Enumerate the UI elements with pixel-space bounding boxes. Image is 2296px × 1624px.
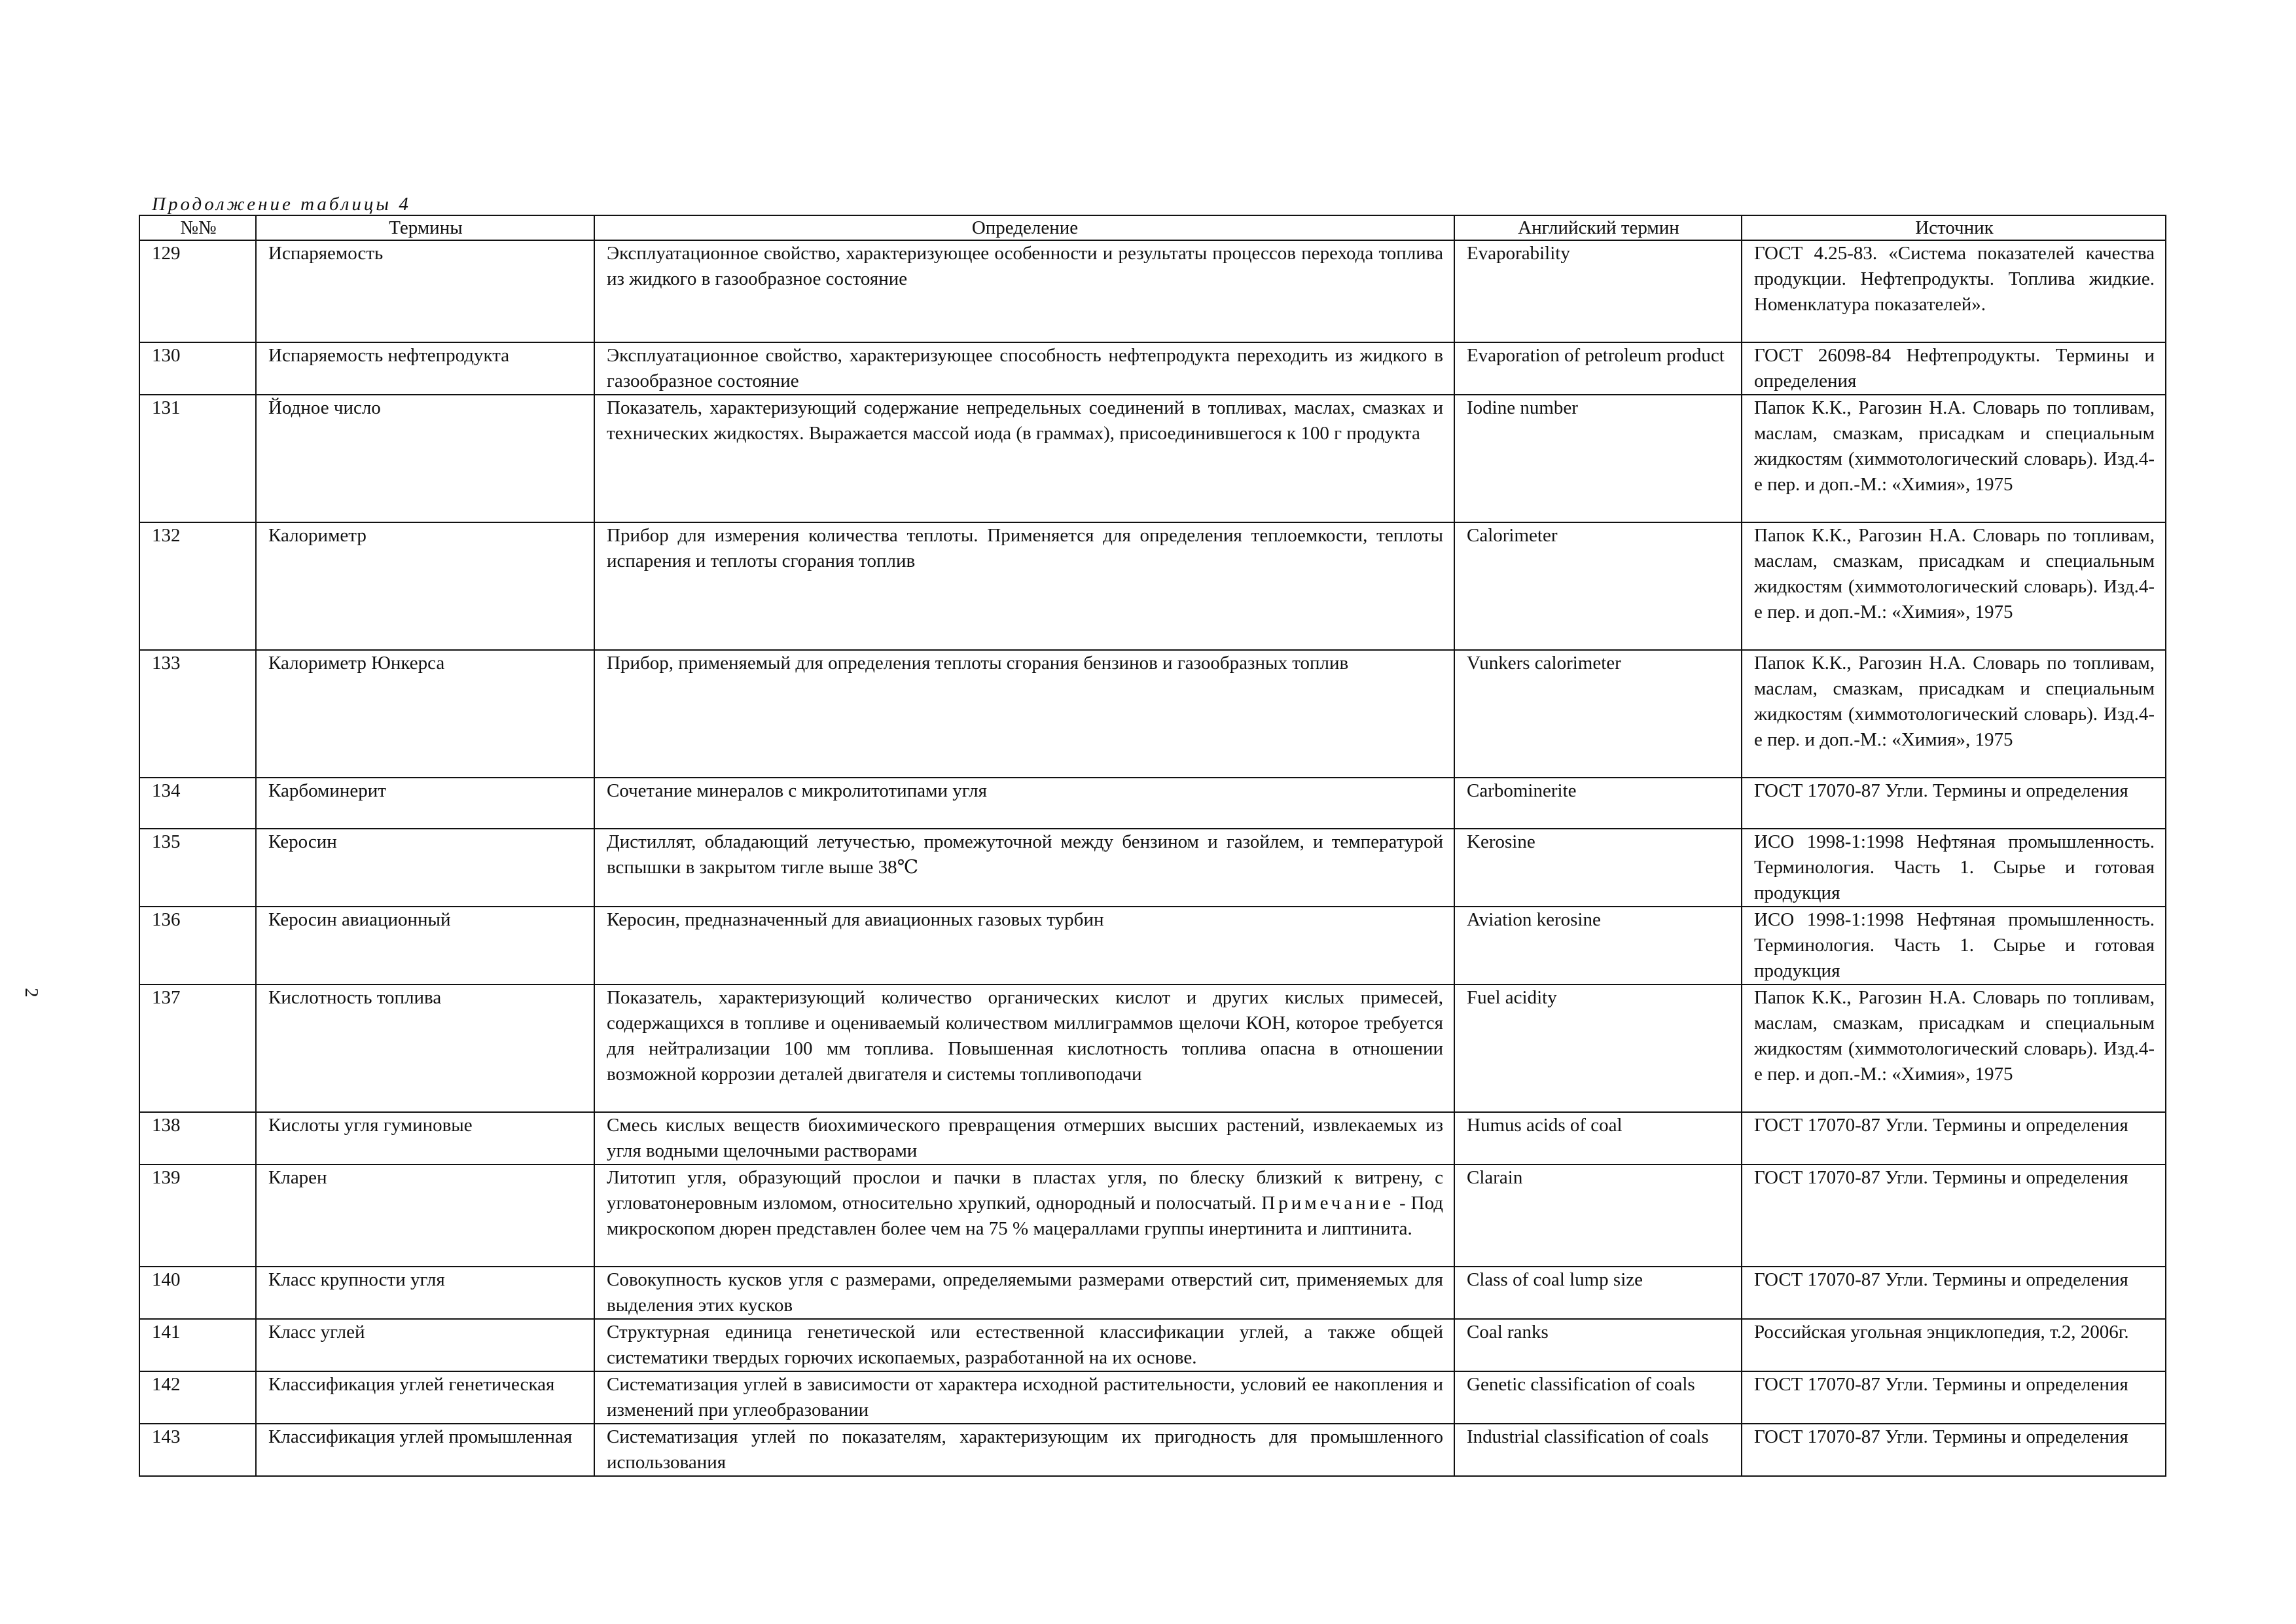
row-english-term: Aviation kerosine xyxy=(1454,907,1742,984)
terms-table xyxy=(139,215,2166,1477)
row-number: 133 xyxy=(139,650,256,778)
row-english-term: Calorimeter xyxy=(1454,522,1742,650)
table-row xyxy=(139,829,2166,907)
row-source: ИСО 1998-1:1998 Нефтяная промышленность. Терминология. Часть 1. Сырье и готовая продукция xyxy=(1742,907,2166,984)
row-term: Кислотность топлива xyxy=(256,984,594,1112)
row-definition: Эксплуатационное свойство, характеризующее особенности и результаты процессов перехода топлива из жидкого в газообразное состояние xyxy=(594,240,1454,342)
row-term: Классификация углей промышленная xyxy=(256,1424,594,1476)
table-row xyxy=(139,1424,2166,1476)
table-row xyxy=(139,395,2166,522)
row-term: Керосин xyxy=(256,829,594,907)
row-number: 135 xyxy=(139,829,256,907)
row-source: ГОСТ 17070-87 Угли. Термины и определения xyxy=(1742,1371,2166,1424)
row-number: 139 xyxy=(139,1164,256,1267)
row-term: Кларен xyxy=(256,1164,594,1267)
row-definition xyxy=(594,1164,1454,1267)
row-term: Карбоминерит xyxy=(256,778,594,829)
row-term: Испаряемость нефтепродукта xyxy=(256,342,594,395)
row-source: Российская угольная энциклопедия, т.2, 2006г. xyxy=(1742,1319,2166,1371)
row-definition: Показатель, характеризующий содержание непредельных соединений в топливах, маслах, смазках и технических жидкостях. Выражается массой иода (в граммах), присоединившегося к 100 г продукта xyxy=(594,395,1454,522)
table-row xyxy=(139,1112,2166,1164)
row-term: Керосин авиационный xyxy=(256,907,594,984)
row-number: 132 xyxy=(139,522,256,650)
row-english-term: Iodine number xyxy=(1454,395,1742,522)
table-row xyxy=(139,907,2166,984)
row-number: 137 xyxy=(139,984,256,1112)
row-source: Папок К.К., Рагозин Н.А. Словарь по топливам, маслам, смазкам, присадкам и специальным жидкостям (химмотологический словарь). Изд.4-е пер. и доп.-М.: «Химия», 1975 xyxy=(1742,395,2166,522)
row-english-term: Clarain xyxy=(1454,1164,1742,1267)
row-term: Класс углей xyxy=(256,1319,594,1371)
row-definition: Смесь кислых веществ биохимического превращения отмерших высших растений, извлекаемых из угля водными щелочными растворами xyxy=(594,1112,1454,1164)
row-number: 129 xyxy=(139,240,256,342)
row-source: ГОСТ 17070-87 Угли. Термины и определения xyxy=(1742,1267,2166,1319)
row-source: ГОСТ 17070-87 Угли. Термины и определения xyxy=(1742,778,2166,829)
row-number: 141 xyxy=(139,1319,256,1371)
row-definition: Совокупность кусков угля с размерами, определяемыми размерами отверстий сит, применяемых для выделения этих кусков xyxy=(594,1267,1454,1319)
row-english-term: Evaporability xyxy=(1454,240,1742,342)
table-row xyxy=(139,1319,2166,1371)
row-english-term: Humus acids of coal xyxy=(1454,1112,1742,1164)
column-header-source: Источник xyxy=(1742,215,2166,240)
row-number: 134 xyxy=(139,778,256,829)
table-header-row xyxy=(139,215,2166,240)
row-definition: Дистиллят, обладающий летучестью, промежуточной между бензином и газойлем, и температурой вспышки в закрытом тигле выше 38℃ xyxy=(594,829,1454,907)
column-header-definition: Определение xyxy=(594,215,1454,240)
row-definition-text: Литотип угля, образующий прослои и пачки в пластах угля, по блеску близкий к витрену, с угловатонеровным изломом, относительно хрупкий, однородный и полосчатый. xyxy=(607,1167,1443,1214)
table-row xyxy=(139,1164,2166,1267)
table-row xyxy=(139,778,2166,829)
column-header-number: №№ xyxy=(139,215,256,240)
row-source: Папок К.К., Рагозин Н.А. Словарь по топливам, маслам, смазкам, присадкам и специальным жидкостям (химмотологический словарь). Изд.4-е пер. и доп.-М.: «Химия», 1975 xyxy=(1742,984,2166,1112)
row-english-term: Fuel acidity xyxy=(1454,984,1742,1112)
row-source: ИСО 1998-1:1998 Нефтяная промышленность. Терминология. Часть 1. Сырье и готовая продукция xyxy=(1742,829,2166,907)
row-english-term: Industrial classification of coals xyxy=(1454,1424,1742,1476)
row-definition: Показатель, характеризующий количество органических кислот и других кислых примесей, содержащихся в топливе и оцениваемый количеством миллиграммов щелочи КОН, которое требуется для нейтрализации 100 мм топлива. Повышенная кислотность топлива опасна в отношении возможной коррозии деталей двигателя и системы топливоподачи xyxy=(594,984,1454,1112)
row-english-term: Genetic classification of coals xyxy=(1454,1371,1742,1424)
note-text: - Под микроскопом дюрен представлен более чем на 75 % мацераллами группы инертинита и липтинита. xyxy=(607,1193,1443,1239)
row-source: ГОСТ 26098-84 Нефтепродукты. Термины и определения xyxy=(1742,342,2166,395)
row-definition: Структурная единица генетической или естественной классификации углей, а также общей систематики твердых горючих ископаемых, разработанной на их основе. xyxy=(594,1319,1454,1371)
row-term: Классификация углей генетическая xyxy=(256,1371,594,1424)
row-definition: Прибор для измерения количества теплоты. Применяется для определения теплоемкости, теплоты испарения и теплоты сгорания топлив xyxy=(594,522,1454,650)
row-number: 143 xyxy=(139,1424,256,1476)
row-source: ГОСТ 17070-87 Угли. Термины и определения xyxy=(1742,1424,2166,1476)
table-row xyxy=(139,650,2166,778)
row-term: Испаряемость xyxy=(256,240,594,342)
row-number: 131 xyxy=(139,395,256,522)
row-number: 140 xyxy=(139,1267,256,1319)
table-row xyxy=(139,984,2166,1112)
row-source: ГОСТ 17070-87 Угли. Термины и определения xyxy=(1742,1164,2166,1267)
row-number: 138 xyxy=(139,1112,256,1164)
page-number: 2 xyxy=(20,988,42,998)
row-english-term: Class of coal lump size xyxy=(1454,1267,1742,1319)
row-term: Калориметр Юнкерса xyxy=(256,650,594,778)
column-header-english-term: Английский термин xyxy=(1454,215,1742,240)
row-english-term: Vunkers calorimeter xyxy=(1454,650,1742,778)
note-label: Примечание xyxy=(1261,1193,1395,1214)
row-definition: Систематизация углей в зависимости от характера исходной растительности, условий ее накопления и изменений при углеобразовании xyxy=(594,1371,1454,1424)
row-definition: Прибор, применяемый для определения теплоты сгорания бензинов и газообразных топлив xyxy=(594,650,1454,778)
row-term: Кислоты угля гуминовые xyxy=(256,1112,594,1164)
row-number: 136 xyxy=(139,907,256,984)
row-english-term: Carbominerite xyxy=(1454,778,1742,829)
row-english-term: Coal ranks xyxy=(1454,1319,1742,1371)
row-definition: Керосин, предназначенный для авиационных газовых турбин xyxy=(594,907,1454,984)
table-row xyxy=(139,1371,2166,1424)
row-definition: Эксплуатационное свойство, характеризующее способность нефтепродукта переходить из жидкого в газообразное состояние xyxy=(594,342,1454,395)
row-source: ГОСТ 17070-87 Угли. Термины и определения xyxy=(1742,1112,2166,1164)
row-source: Папок К.К., Рагозин Н.А. Словарь по топливам, маслам, смазкам, присадкам и специальным жидкостям (химмотологический словарь). Изд.4-е пер. и доп.-М.: «Химия», 1975 xyxy=(1742,522,2166,650)
row-term: Класс крупности угля xyxy=(256,1267,594,1319)
row-number: 142 xyxy=(139,1371,256,1424)
row-source: ГОСТ 4.25-83. «Система показателей качества продукции. Нефтепродукты. Топлива жидкие. Номенклатура показателей». xyxy=(1742,240,2166,342)
table-row xyxy=(139,342,2166,395)
row-number: 130 xyxy=(139,342,256,395)
column-header-term: Термины xyxy=(256,215,594,240)
row-definition: Систематизация углей по показателям, характеризующим их пригодность для промышленного использования xyxy=(594,1424,1454,1476)
table-row xyxy=(139,1267,2166,1319)
table-row xyxy=(139,522,2166,650)
table-caption: Продолжение таблицы 4 xyxy=(152,194,411,215)
row-definition: Сочетание минералов с микролитотипами угля xyxy=(594,778,1454,829)
row-source: Папок К.К., Рагозин Н.А. Словарь по топливам, маслам, смазкам, присадкам и специальным жидкостям (химмотологический словарь). Изд.4-е пер. и доп.-М.: «Химия», 1975 xyxy=(1742,650,2166,778)
table-row xyxy=(139,240,2166,342)
row-term: Йодное число xyxy=(256,395,594,522)
row-english-term: Evaporation of petroleum product xyxy=(1454,342,1742,395)
row-term: Калориметр xyxy=(256,522,594,650)
row-english-term: Kerosine xyxy=(1454,829,1742,907)
